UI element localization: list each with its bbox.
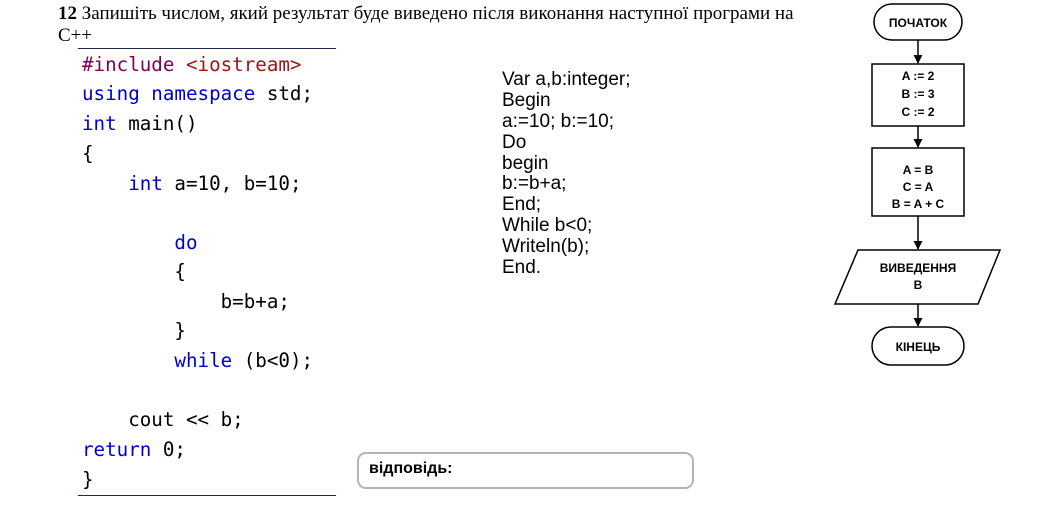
flow-process-line-1: A = B [902,163,934,177]
pascal-line: Writeln(b); [502,236,590,258]
code-line [82,228,198,258]
flow-end-label: КІНЕЦЬ [895,340,941,354]
pascal-code-block [502,70,631,279]
code-token: { [82,142,94,165]
flow-output-line-1: ВИВЕДЕННЯ [879,261,957,275]
code-token: 0; [151,438,186,461]
code-token [82,172,128,195]
code-line [82,257,186,287]
pascal-line: While b<0; [502,215,593,237]
answer-label: відповідь: [369,460,453,477]
code-bottom-rule [78,495,336,496]
code-line [82,465,94,495]
code-token: #include [82,53,186,76]
code-token: { [82,260,186,283]
flow-init [872,64,964,126]
code-line [82,109,198,139]
code-token: do [174,231,198,254]
pascal-line: a:=10; b:=10; [502,110,614,132]
code-token: b=b+a; [82,290,290,313]
pascal-line: b:=b+a; [502,173,567,195]
question-text [58,3,798,47]
code-token: } [82,468,94,491]
answer-box[interactable] [357,452,694,489]
flow-start-label: ПОЧАТОК [888,16,948,30]
code-line [82,50,302,80]
code-line [82,346,313,376]
code-token: return [82,438,152,461]
code-token: main() [116,112,198,135]
question-body: Запишіть числом, який результат буде виведено після виконання наступної програми на С++ [58,3,794,46]
code-line [82,316,186,346]
code-line [82,287,290,317]
flow-process-line-2: C = A [902,180,934,194]
code-token: <iostream> [185,53,302,76]
code-token: int [128,172,163,195]
flowchart [820,0,1020,380]
flow-end [872,327,964,365]
code-token: } [82,319,186,342]
code-top-rule [78,48,336,49]
flow-output [835,250,1000,304]
flow-process-line-3: B = A + C [891,197,945,211]
code-line [82,405,244,435]
flow-start [874,4,962,40]
flow-process [872,148,964,216]
code-token [82,231,174,254]
pascal-line: begin [502,152,549,174]
code-token: std; [255,82,314,105]
pascal-line: End. [502,257,542,279]
flow-output-line-2: B [913,278,923,292]
code-token: using namespace [82,82,256,105]
code-line [82,435,186,465]
code-line [82,169,302,199]
code-token [82,349,174,372]
flow-init-line-2: B := 3 [901,87,935,101]
flow-init-line-3: C := 2 [901,105,935,119]
pascal-line: End; [502,194,542,216]
code-line [82,139,94,169]
pascal-line: Do [502,131,527,153]
question-number: 12 [58,3,77,24]
code-token: cout << b; [82,408,244,431]
pascal-line: Begin [502,89,551,111]
code-token: while [174,349,233,372]
code-token: a=10, b=10; [162,172,302,195]
code-line [82,79,313,109]
code-token: int [82,112,117,135]
flow-output-shape [835,250,1000,304]
flow-init-line-1: A := 2 [901,69,935,83]
pascal-line: Var a,b:integer; [502,69,631,90]
code-token: (b<0); [232,349,314,372]
